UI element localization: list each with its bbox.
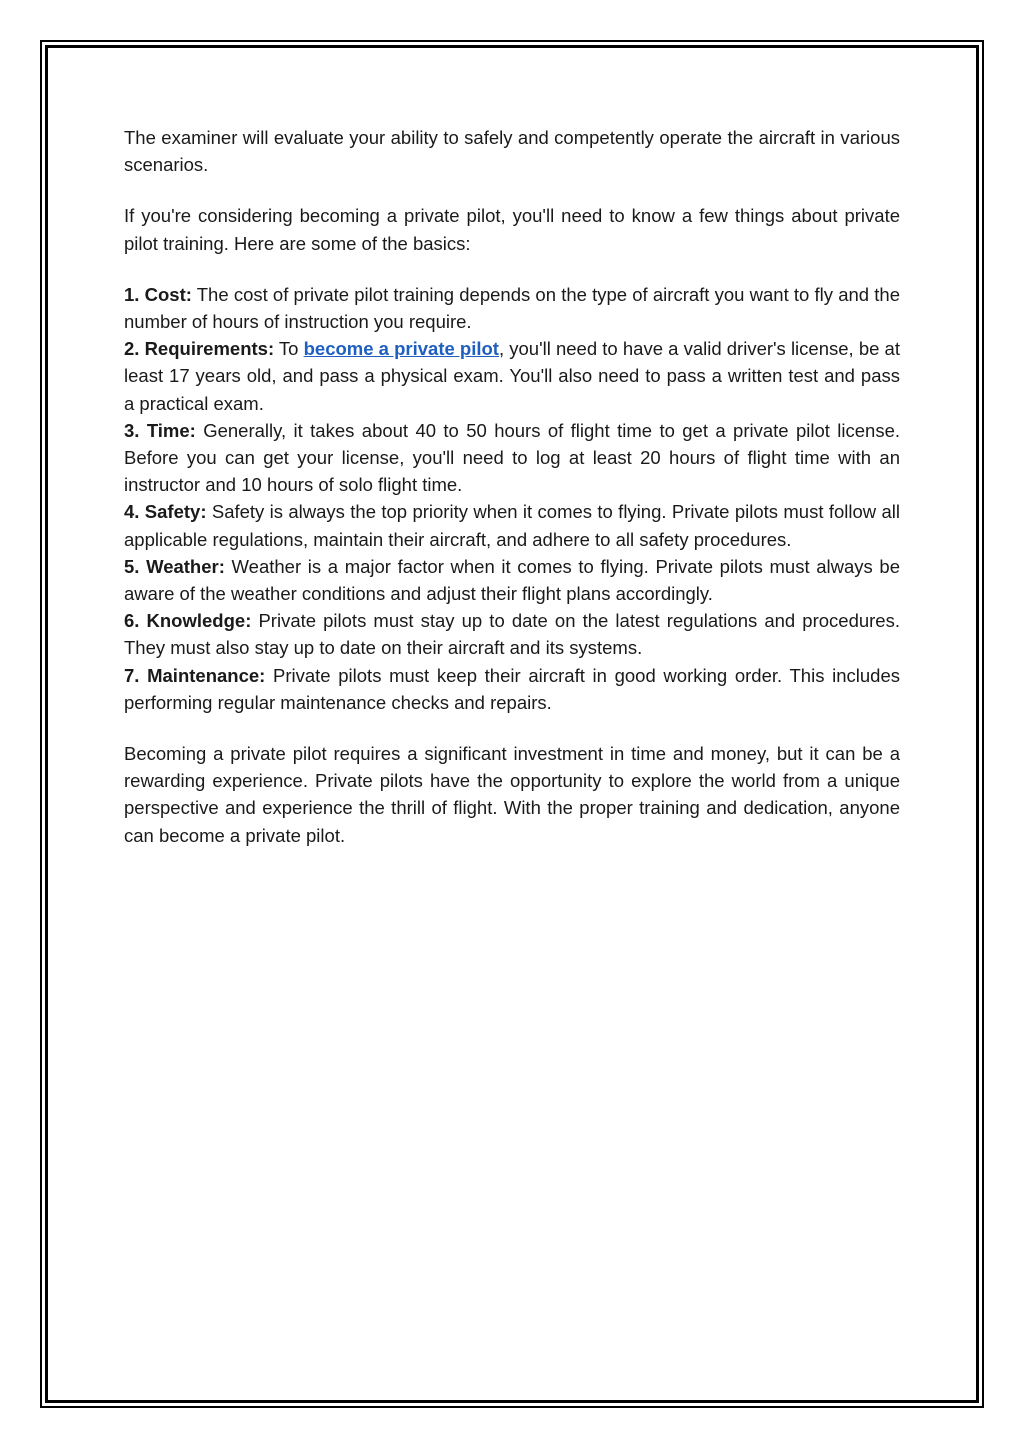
list-item-label: 7. Maintenance:: [124, 664, 266, 686]
list-item-text: , you'll need to have a valid driver's license, be at least 17 years old, and pass a physical exam. You'll also need to pass a written test and pass a practical exam.: [124, 338, 900, 414]
intro-paragraph-1: The examiner will evaluate your ability to safely and competently operate the aircraft in various scenarios.: [124, 127, 900, 176]
list-item-label: 5. Weather:: [124, 555, 225, 577]
document-body: [124, 124, 900, 849]
list-item-knowledge: [124, 607, 900, 661]
list-item-label: 1. Cost:: [124, 283, 192, 305]
list-item-text: Private pilots must keep their aircraft in good working order. This includes performing regular maintenance checks and repairs.: [124, 664, 900, 713]
list-item-label: 6. Knowledge:: [124, 610, 252, 632]
list-item-text: Generally, it takes about 40 to 50 hours of flight time to get a private pilot license. Before you can get your license, you'll need to log at least 20 hours of flight time with an instructor and 10 hours of solo flight time.: [124, 419, 901, 496]
list-item-label: 3. Time:: [124, 419, 196, 441]
list-item-text: Safety is always the top priority when it comes to flying. Private pilots must follow all applicable regulations, maintain their aircraft, and adhere to all safety procedures.: [124, 501, 900, 550]
list-item-cost: [124, 281, 900, 335]
closing-paragraph: Becoming a private pilot requires a significant investment in time and money, but it can be a rewarding experience. Private pilots have the opportunity to explore the world from a unique perspective and experience the thrill of flight. With the proper training and dedication, anyone can become a private pilot.: [124, 743, 900, 846]
intro-paragraph-2: If you're considering becoming a private pilot, you'll need to know a few things about private pilot training. Here are some of the basics:: [124, 205, 900, 254]
list-item-safety: [124, 498, 900, 552]
list-item-label: 2. Requirements:: [124, 338, 275, 360]
list-item-maintenance: [124, 662, 900, 716]
basics-list: [124, 281, 900, 716]
become-private-pilot-link[interactable]: become a private pilot: [303, 338, 499, 360]
list-item-requirements: [124, 335, 900, 417]
list-item-text: The cost of private pilot training depends on the type of aircraft you want to fly and the number of hours of instruction you require.: [124, 283, 900, 333]
list-item-text: Private pilots must stay up to date on the latest regulations and procedures. They must also stay up to date on their aircraft and its systems.: [124, 610, 900, 659]
list-item-text: Weather is a major factor when it comes to flying. Private pilots must always be aware of the weather conditions and adjust their flight plans accordingly.: [124, 555, 900, 605]
list-item-pretext: To: [274, 338, 304, 360]
list-item-label: 4. Safety:: [124, 501, 207, 523]
list-item-time: [124, 417, 900, 499]
list-item-weather: [124, 553, 900, 607]
